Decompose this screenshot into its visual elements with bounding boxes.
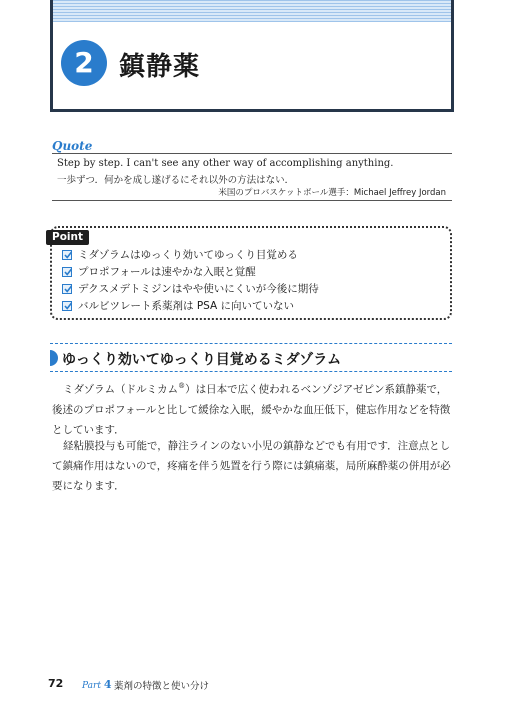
point-item-text: ミダゾラムはゆっくり効いてゆっくり目覚める bbox=[78, 249, 298, 261]
quote-japanese: 一歩ずつ．何かを成し遂げるにそれ以外の方法はない． bbox=[57, 175, 295, 186]
checkbox-checked-icon bbox=[62, 284, 72, 294]
section-heading: ゆっくり効いてゆっくり目覚めるミダゾラム bbox=[62, 352, 342, 368]
point-tag: Point bbox=[46, 230, 89, 245]
point-item bbox=[62, 263, 319, 280]
quote-divider-top bbox=[52, 153, 452, 154]
page-number: 72 bbox=[48, 677, 64, 690]
point-list bbox=[62, 246, 319, 314]
point-item-text: バルビツレート系薬剤は PSA に向いていない bbox=[78, 300, 295, 312]
part-label-text: Part bbox=[82, 681, 101, 691]
checkbox-checked-icon bbox=[62, 301, 72, 311]
section-rule-top bbox=[50, 343, 452, 344]
chapter-title: 鎮静薬 bbox=[119, 52, 201, 82]
checkbox-checked-icon bbox=[62, 267, 72, 277]
point-item-text: デクスメデトミジンはやや使いにくいが今後に期待 bbox=[78, 283, 319, 295]
point-item-text: プロポフォールは速やかな入眠と覚醒 bbox=[78, 266, 256, 278]
part-title: 薬剤の特徴と使い分け bbox=[114, 681, 210, 692]
point-item bbox=[62, 280, 319, 297]
quote-label: Quote bbox=[52, 139, 93, 153]
paragraph-text: ）は日本で広く使われるベンゾジアゼピン系鎮静薬で，後述のプロポフォールと比して緩徐な入眠，緩やかな血圧低下，健忘作用などを特徴としています． bbox=[52, 383, 451, 436]
paragraph-text: ミダゾラム（ドルミカム bbox=[63, 383, 179, 396]
registered-mark: ® bbox=[178, 382, 186, 390]
point-item bbox=[62, 246, 319, 263]
quote-divider-bottom bbox=[52, 200, 452, 201]
section-rule-bottom bbox=[50, 371, 452, 372]
body-paragraph bbox=[52, 376, 452, 440]
quote-english: Step by step. I can't see any other way of accomplishing anything. bbox=[57, 158, 394, 169]
part-number: 4 bbox=[103, 678, 112, 691]
checkbox-checked-icon bbox=[62, 250, 72, 260]
chapter-number-badge: 2 bbox=[61, 40, 107, 86]
part-label bbox=[82, 678, 111, 691]
chapter-header bbox=[50, 0, 454, 112]
body-paragraph: 経粘膜投与も可能で，静注ラインのない小児の鎮静などでも有用です．注意点として鎮痛作用はないので，疼痛を伴う処置を行う際には鎮痛薬，局所麻酔薬の併用が必要になります． bbox=[52, 440, 451, 492]
header-stripes bbox=[53, 0, 451, 22]
quote-source: 米国のプロバスケットボール選手：Michael Jeffrey Jordan bbox=[218, 188, 446, 198]
point-item bbox=[62, 297, 319, 314]
section-marker bbox=[50, 350, 58, 366]
